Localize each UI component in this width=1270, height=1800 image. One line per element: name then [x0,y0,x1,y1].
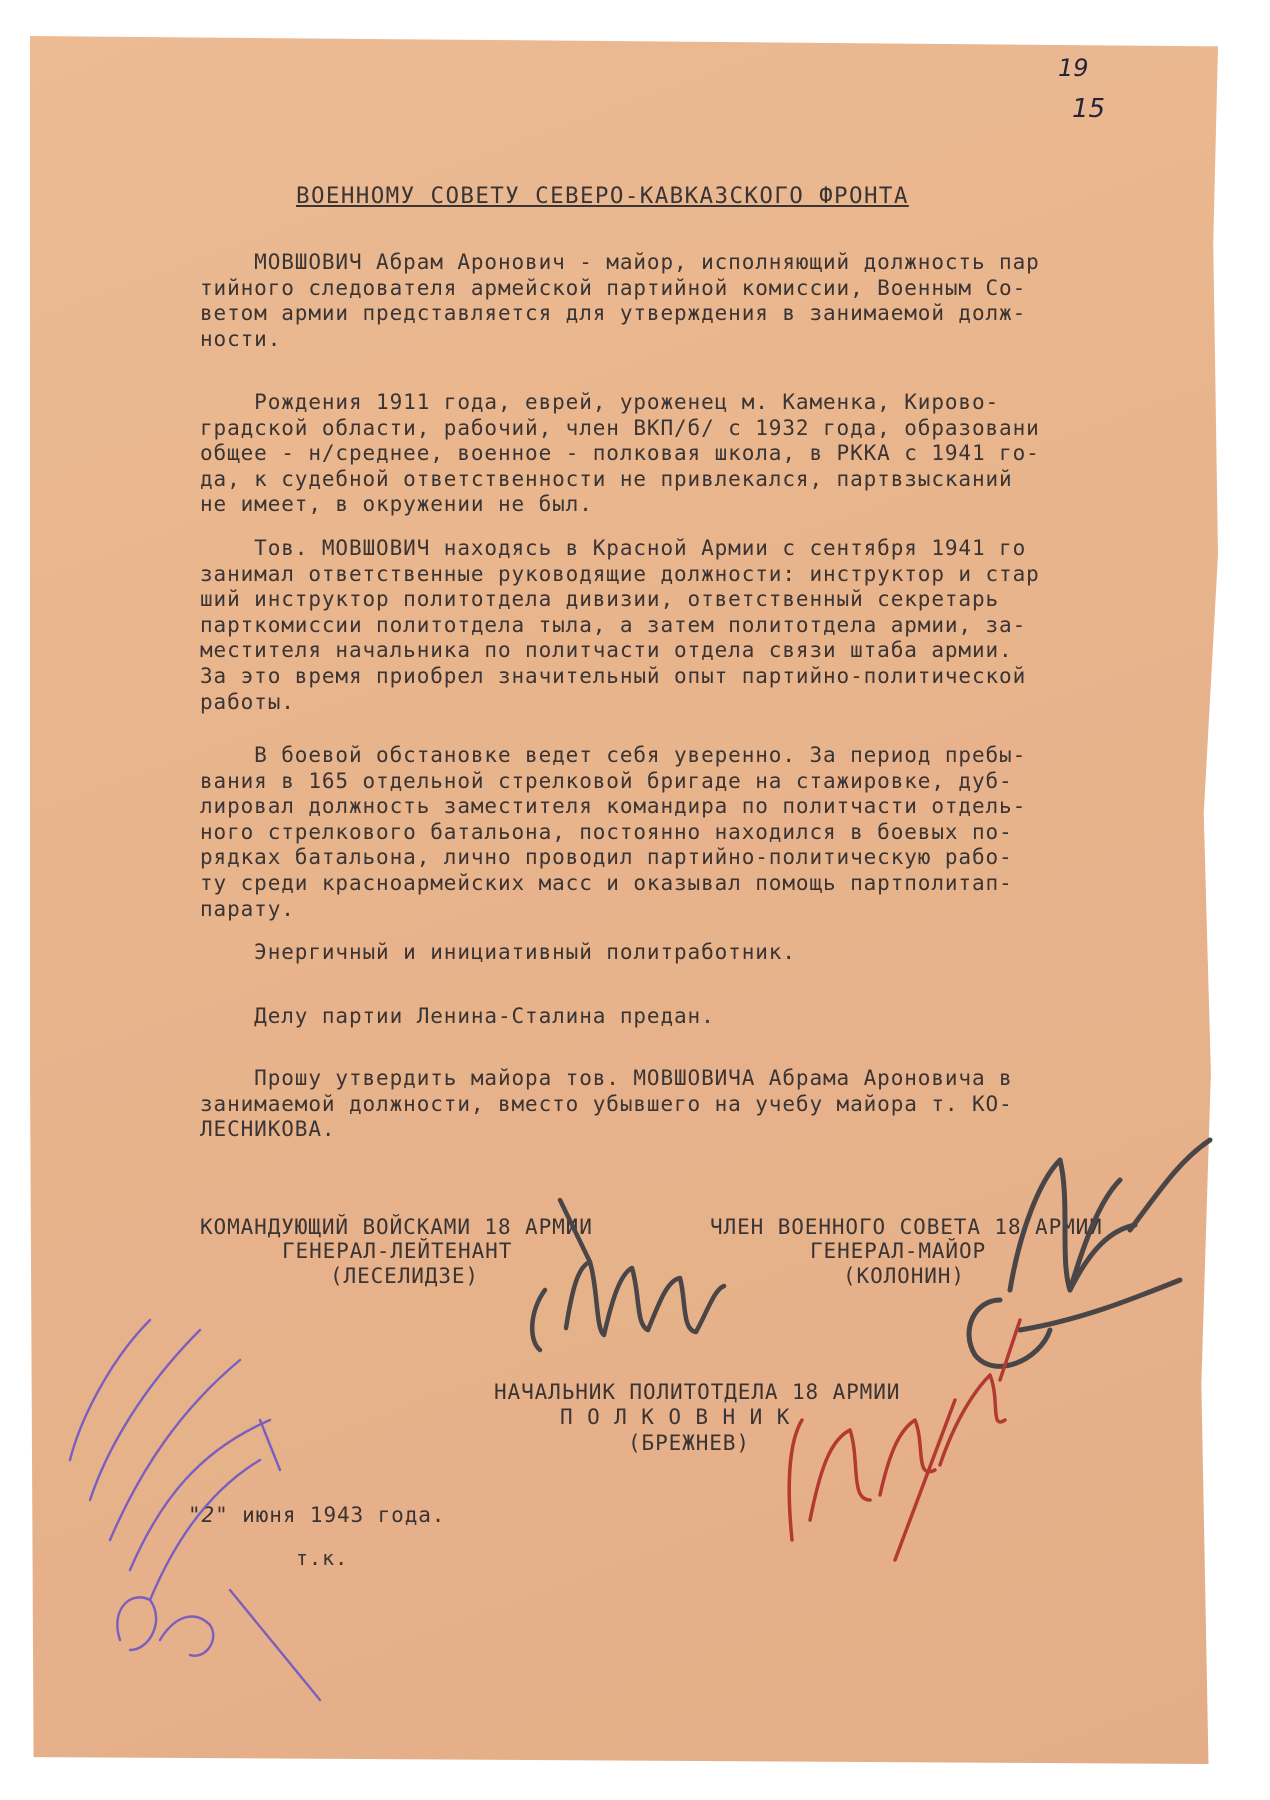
paragraph-request: Прошу утвердить майора тов. МОВШОВИЧА Абрама Ароновича в занимаемой должности, вместо убывшего на учебу майора т. КО- ЛЕСНИКОВА. [200,1066,1013,1142]
signatory-left-position: КОМАНДУЮЩИЙ ВОЙСКАМИ 18 АРМИИ [200,1215,593,1239]
document-date: "2" июня 1943 года. [188,1503,446,1527]
paragraph-combat-conduct: В боевой обстановке ведет себя уверенно. За период пребы- вания в 165 отдельной стрелковой бригаде на стажировке, дуб- лировал должность заместителя командира по политчасти отдель- ного стрелкового батальона, постоянно находился в боевых по- рядках батальона, лично проводил партийно-политическую рабо- ту среди красноармейских масс и оказывал помощь партполитап- парату. [200,743,1027,921]
typist-initials: т.к. [296,1546,349,1570]
signatory-left-name: (ЛЕСЕЛИДЗЕ) [330,1264,479,1288]
signatory-right-rank: ГЕНЕРАЛ-МАЙОР [810,1239,987,1263]
date-month-year: июня 1943 года. [228,1503,446,1527]
marginal-resolution [70,1320,320,1700]
signatory-right-name: (КОЛОНИН) [843,1264,965,1288]
archive-page-number: 15 [1072,94,1106,124]
date-day: 2 [201,1503,216,1527]
signature-kolonin [969,1140,1210,1366]
paragraph-nomination: МОВШОВИЧ Абрам Аронович - майор, исполняющий должность пар тийного следователя армейской партийной комиссии, Военным Со- ветом армии представляется для утверждения в занимаемой долж- ности. [200,250,1040,351]
signature-leselidze [532,1200,724,1350]
signatory-right-position: ЧЛЕН ВОЕННОГО СОВЕТА 18 АРМИИ [710,1215,1103,1239]
archive-folio-number: 19 [1058,54,1089,82]
signatory-bottom-name: (БРЕЖНЕВ) [628,1431,750,1455]
signatory-left-rank: ГЕНЕРАЛ-ЛЕЙТЕНАНТ [282,1239,513,1263]
document-title: ВОЕННОМУ СОВЕТУ СЕВЕРО-КАВКАЗСКОГО ФРОНТА [296,183,909,209]
paragraph-service-record: Тов. МОВШОВИЧ находясь в Красной Армии с сентября 1941 го занимал ответственные руководящие должности: инструктор и стар ший инструктор политотдела дивизии, ответственный секретарь парткомиссии политотдела тыла, а затем политотдела армии, за- местителя начальника по политчасти отдела связи штаба армии. За это время приобрел значительный опыт партийно-политической работы. [200,536,1040,714]
paragraph-loyalty: Делу партии Ленина-Сталина предан. [200,1004,715,1028]
paragraph-characteristic: Энергичный и инициативный политработник. [200,940,796,964]
signatory-bottom-position: НАЧАЛЬНИК ПОЛИТОТДЕЛА 18 АРМИИ [494,1380,901,1404]
signatory-bottom-rank: П О Л К О В Н И К [560,1405,791,1429]
signature-brezhnev [789,1320,1020,1560]
paragraph-biography: Рождения 1911 года, еврей, уроженец м. Каменка, Кирово- градской области, рабочий, член ВКП/б/ с 1932 года, образовани общее - н/среднее, военное - полковая школа, в РККА с 1941 го- да, к судебной ответственности не привлекался, партвзысканий не имеет, в окружении не был. [200,390,1040,517]
